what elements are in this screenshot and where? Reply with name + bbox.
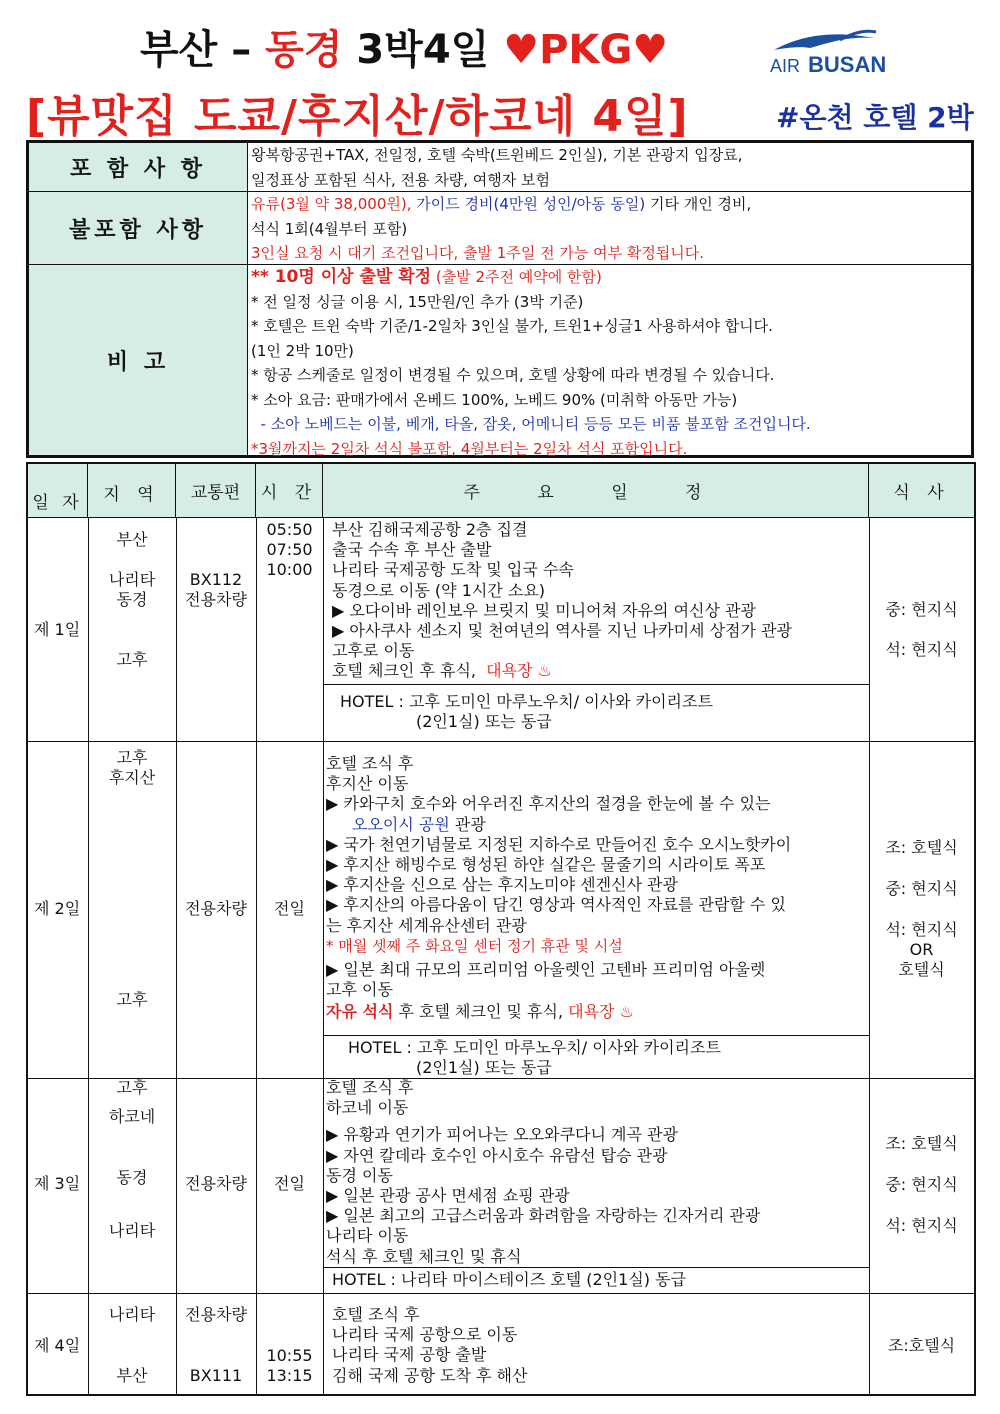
day4-region: 나리타	[108, 1305, 156, 1324]
day3-region: 나리타	[108, 1221, 156, 1240]
day2-meal: 조: 호텔식	[885, 838, 958, 857]
activity: 호텔 조식 후	[326, 1078, 414, 1097]
header-meal: 식 사	[869, 464, 974, 518]
remarks-row	[29, 264, 971, 458]
header-time: 시 간	[256, 464, 323, 518]
activity: 나리타 국제 공항으로 이동	[332, 1325, 518, 1345]
hashtag: #온천 호텔 2박	[776, 101, 974, 134]
day3-label: 제 3일	[34, 1174, 81, 1193]
day1-meal: 중: 현지식	[885, 600, 958, 619]
park-suffix: 관광	[449, 814, 486, 834]
day1-region: 부산	[116, 530, 148, 549]
day1-transport: 전용차량	[185, 590, 247, 609]
info-box	[26, 140, 974, 458]
day2-activities	[326, 754, 791, 1023]
day4-region: 부산	[116, 1366, 148, 1385]
day1-region: 고후	[116, 650, 148, 669]
page-title	[140, 18, 668, 75]
day2-hotel: HOTEL : 고후 도미인 마루노우치/ 이사와 카이리조트	[348, 1038, 721, 1057]
header-day: 일 자	[28, 464, 88, 518]
day4-label: 제 4일	[34, 1336, 81, 1355]
day3-meal: 조: 호텔식	[885, 1134, 958, 1153]
excluded-line: 3인실 요청 시 대기 조건입니다, 출발 1주일 전 가능 여부 확정됩니다.	[251, 244, 705, 262]
activity: 출국 수속 후 부산 출발	[332, 540, 492, 560]
excluded-row	[29, 191, 971, 264]
schedule-table	[26, 462, 976, 1396]
fuel-surcharge: 유류(3월 약 38,000원),	[251, 195, 417, 213]
min-departure-note: (출발 2주전 예약에 한함)	[431, 268, 602, 286]
day1-time: 07:50	[266, 540, 313, 559]
day1-transport: BX112	[189, 570, 243, 589]
day3-transport: 전용차량	[185, 1174, 247, 1193]
other-expenses: 기타 개인 경비,	[645, 195, 752, 213]
park-name: 오오이시 공원	[352, 814, 450, 834]
day1-label: 제 1일	[34, 620, 81, 639]
activity: ▶ 카와구치 호수와 어우러진 후지산의 절경을 한눈에 볼 수 있는	[326, 794, 771, 814]
day2-time: 전일	[274, 899, 305, 918]
activity: 호텔 조식 후	[326, 754, 414, 773]
activity: ▶ 자연 칼데라 호수인 아시호수 유람선 탑승 관광	[326, 1145, 668, 1165]
excluded-content	[251, 192, 967, 266]
included-line: 왕복항공권+TAX, 전일정, 호텔 숙박(트윈베드 2인실), 기본 관광지 입장료,	[251, 146, 743, 164]
day3-region: 하코네	[108, 1107, 156, 1126]
day2-meal: 중: 현지식	[885, 879, 958, 898]
activity: 하코네 이동	[326, 1098, 409, 1118]
day1-meal: 석: 현지식	[885, 640, 958, 659]
excluded-label: 불포함 사항	[29, 192, 248, 264]
guide-fee: 가이드 경비(4만원 성인/아동 동일)	[416, 195, 646, 213]
activity	[326, 1002, 791, 1022]
day2-hotel-note: (2인1실) 또는 동급	[416, 1058, 552, 1077]
day4-activities	[332, 1305, 527, 1386]
day3-meal: 중: 현지식	[885, 1175, 958, 1194]
notice: * 매월 셋째 주 화요일 센터 정기 휴관 및 시설	[326, 936, 623, 955]
activity: ▶ 일본 최대 규모의 프리미엄 아울렛인 고텐바 프리미엄 아울렛	[326, 960, 766, 980]
header-transport: 교통편	[176, 464, 256, 518]
activity: 후지산 이동	[326, 774, 409, 794]
activity: 부산 김해국제공항 2층 집결	[332, 520, 528, 539]
activity: ▶ 후지산을 신으로 삼는 후지노미야 센겐신사 관광	[326, 875, 678, 895]
day3-region: 고후	[116, 1078, 148, 1097]
activity: ▶ 후지산의 아름다움이 담긴 영상과 역사적인 자료를 관람할 수 있	[326, 895, 786, 915]
activity: 는 후지산 세계유산센터 관광	[326, 915, 527, 935]
included-row	[29, 143, 971, 191]
day3-meal: 석: 현지식	[885, 1216, 958, 1235]
day2-region: 고후	[116, 990, 148, 1009]
activity: 동경으로 이동 (약 1시간 소요)	[332, 580, 546, 600]
day1-time: 05:50	[266, 520, 313, 539]
day1-time: 10:00	[266, 560, 313, 579]
free-dinner: 자유 석식	[326, 1002, 394, 1022]
day2-meal: OR	[909, 940, 934, 959]
day4-time: 10:55	[266, 1346, 313, 1365]
logo-busan-text: BUSAN	[808, 52, 887, 77]
activity: ▶ 유황과 연기가 피어나는 오오와쿠다니 계곡 관광	[326, 1125, 678, 1145]
activity: 나리타 이동	[326, 1226, 409, 1246]
logo-air-text: AIR	[770, 56, 801, 76]
included-label: 포 함 사 항	[29, 143, 248, 191]
title-line	[0, 18, 1000, 77]
activity: 동경 이동	[326, 1165, 393, 1185]
checkin-text: 호텔 체크인 후 휴식,	[332, 661, 487, 681]
activity: ▶ 오다이바 레인보우 브릿지 및 미니어쳐 자유의 여신상 관광	[332, 600, 756, 620]
activity: ▶ 후지산 해빙수로 형성된 하얀 실같은 물줄기의 시라이토 폭포	[326, 855, 766, 875]
remarks-line: *3월까지는 2일차 석식 불포함, 4월부터는 2일차 석식 포함입니다.	[251, 439, 688, 458]
day1-region: 나리타	[108, 570, 156, 589]
day3-activities	[326, 1078, 760, 1267]
bath-label: 대욕장 ♨	[486, 661, 552, 681]
activity	[326, 815, 791, 835]
activity: 나리타 국제공항 도착 및 입국 수속	[332, 560, 574, 580]
day4-time: 13:15	[266, 1366, 313, 1385]
day2-meal: 호텔식	[898, 960, 945, 979]
header-plan: 주 요 일 정	[323, 464, 869, 518]
activity: ▶ 일본 최고의 고급스러움과 화려함을 자랑하는 긴자거리 관광	[326, 1206, 761, 1226]
title-origin: 부산 –	[140, 27, 266, 73]
day4-transport: 전용차량	[185, 1305, 247, 1324]
day2-label: 제 2일	[34, 899, 81, 918]
included-line: 일정표상 포함된 식사, 전용 차량, 여행자 보험	[251, 170, 550, 189]
remarks-line: * 호텔은 트윈 숙박 기준/1-2일차 3인실 불가, 트윈1+싱글1 사용하셔야 합니다.	[251, 317, 773, 335]
excluded-line: 석식 1회(4월부터 포함)	[251, 219, 408, 238]
activity: 고후로 이동	[332, 641, 415, 661]
day3-hotel: HOTEL : 나리타 마이스테이즈 호텔 (2인1실) 동급	[332, 1270, 687, 1289]
day2-region: 고후	[116, 748, 148, 767]
header-region: 지 역	[88, 464, 176, 518]
activity: 호텔 조식 후	[332, 1305, 420, 1324]
day4-meal: 조:호텔식	[887, 1336, 956, 1355]
day1-hotel-note: (2인1실) 또는 동급	[416, 712, 552, 731]
day3-time: 전일	[274, 1174, 305, 1193]
activity: ▶ 아사쿠사 센소지 및 천여년의 역사를 지닌 나카미세 상점가 관광	[332, 621, 792, 641]
title-destination: 동경	[265, 27, 343, 73]
activity: ▶ 일본 관광 공사 면세점 쇼핑 관광	[326, 1186, 570, 1206]
air-busan-logo	[770, 26, 887, 82]
remarks-line: * 전 일정 싱글 이용 시, 15만원/인 추가 (3박 기준)	[251, 292, 584, 311]
subtitle: [뷰맛집 도쿄/후지산/하코네 4일]	[26, 91, 689, 142]
remarks-line: * 소아 요금: 판매가에서 온베드 100%, 노베드 90% (미취학 아동만 가능)	[251, 390, 738, 409]
day1-region: 동경	[116, 590, 148, 609]
remarks-line	[251, 265, 967, 290]
day2-region: 후지산	[108, 768, 156, 787]
remarks-line: (1인 2박 10만)	[251, 341, 354, 360]
activity: 나리타 국제 공항 출발	[332, 1345, 487, 1365]
activity: 김해 국제 공항 도착 후 해산	[332, 1365, 528, 1385]
min-departure: ** 10명 이상 출발 확정	[251, 267, 432, 287]
day1-activities	[332, 520, 792, 682]
activity: 석식 후 호텔 체크인 및 휴식	[326, 1246, 522, 1266]
remarks-line: * 항공 스케줄로 일정이 변경될 수 있으며, 호텔 상황에 따라 변경될 수 있습니다.	[251, 366, 775, 384]
bath-label: 대욕장 ♨	[568, 1002, 634, 1022]
day2-meal: 석: 현지식	[885, 920, 958, 939]
activity: 고후 이동	[326, 980, 393, 1000]
excluded-line	[251, 192, 967, 217]
remarks-content	[251, 265, 967, 461]
activity: ▶ 국가 천연기념물로 지정된 지하수로 만들어진 호수 오시노핫카이	[326, 834, 792, 854]
included-content	[251, 143, 967, 192]
day4-transport: BX111	[189, 1366, 243, 1385]
checkin-text: 후 호텔 체크인 및 휴식,	[393, 1002, 569, 1022]
day3-region: 동경	[116, 1168, 148, 1187]
remarks-label: 비 고	[29, 265, 248, 455]
remarks-line: - 소아 노베드는 이불, 베개, 타올, 잠옷, 어메니티 등등 모든 비품 불포함 조건입니다.	[251, 415, 811, 433]
day2-transport: 전용차량	[185, 899, 247, 918]
activity	[332, 661, 792, 681]
day1-hotel: HOTEL : 고후 도미인 마루노우치/ 이사와 카이리조트	[340, 692, 713, 711]
title-duration: 3박4일	[342, 27, 504, 73]
title-pkg: ♥PKG♥	[503, 27, 669, 73]
